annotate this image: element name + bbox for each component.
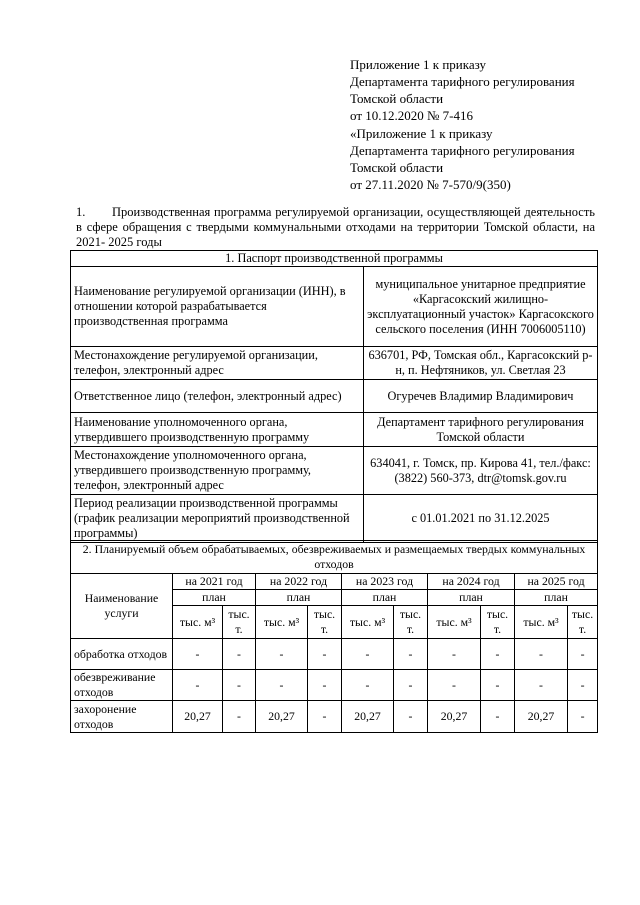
passport-section-title: 1. Паспорт производственной программы (71, 251, 598, 267)
section-number: 1. (76, 205, 86, 219)
value-cell: - (481, 639, 515, 670)
plan-header: план (173, 590, 256, 606)
waste-volume-table (70, 540, 598, 733)
passport-row-value: Огуречев Владимир Владимирович (364, 380, 598, 413)
passport-row-value: с 01.01.2021 по 31.12.2025 (364, 495, 598, 543)
table-row (71, 701, 598, 733)
value-cell: 20,27 (256, 701, 308, 733)
value-cell: - (428, 639, 481, 670)
value-cell: - (394, 701, 428, 733)
year-header: на 2024 год (428, 574, 515, 590)
passport-row-value: 634041, г. Томск, пр. Кирова 41, тел./факс: (3822) 560-373, dtr@tomsk.gov.ru (364, 447, 598, 495)
plan-header: план (515, 590, 598, 606)
unit-header-m3: тыс. м³ (173, 606, 223, 639)
header-line: «Приложение 1 к приказу (350, 126, 493, 141)
year-header: на 2023 год (342, 574, 428, 590)
value-cell: - (256, 639, 308, 670)
header-line: от 27.11.2020 № 7-570/9(350) (350, 177, 511, 192)
value-cell: - (394, 639, 428, 670)
unit-header-m3: тыс. м³ (515, 606, 568, 639)
service-name: захоронение отходов (71, 701, 173, 733)
year-header: на 2021 год (173, 574, 256, 590)
value-cell: - (173, 639, 223, 670)
value-cell: - (428, 670, 481, 701)
value-cell: - (223, 701, 256, 733)
value-cell: 20,27 (428, 701, 481, 733)
unit-header-t: тыс. т. (394, 606, 428, 639)
passport-row-label: Местонахождение уполномоченного органа, утвердившего производственную программу, телефон, электронный адрес (71, 447, 364, 495)
volume-section-title: 2. Планируемый объем обрабатываемых, обезвреживаемых и размещаемых твердых коммунальных отходов (71, 541, 598, 574)
header-line: Департамента тарифного регулирования (350, 74, 575, 89)
value-cell: - (308, 639, 342, 670)
passport-row-label: Ответственное лицо (телефон, электронный адрес) (71, 380, 364, 413)
year-header: на 2025 год (515, 574, 598, 590)
passport-row-label: Наименование уполномоченного органа, утвердившего производственную программу (71, 413, 364, 447)
passport-row-value: 636701, РФ, Томская обл., Каргасокский р-н, п. Нефтяников, ул. Светлая 23 (364, 347, 598, 380)
unit-header-t: тыс. т. (481, 606, 515, 639)
value-cell: 20,27 (515, 701, 568, 733)
passport-table (70, 250, 598, 543)
value-cell: - (256, 670, 308, 701)
header-line: Приложение 1 к приказу (350, 57, 487, 72)
year-header: на 2022 год (256, 574, 342, 590)
passport-row-value: Департамент тарифного регулирования Томской области (364, 413, 598, 447)
unit-header-m3: тыс. м³ (256, 606, 308, 639)
value-cell: - (481, 701, 515, 733)
service-name: обезвреживание отходов (71, 670, 173, 701)
plan-header: план (342, 590, 428, 606)
passport-row-label: Наименование регулируемой организации (ИНН), в отношении которой разрабатывается производственная программа (71, 267, 364, 347)
value-cell: - (173, 670, 223, 701)
value-cell: - (568, 670, 598, 701)
service-column-header: Наименование услуги (71, 574, 173, 639)
value-cell: - (223, 639, 256, 670)
unit-header-t: тыс. т. (568, 606, 598, 639)
value-cell: 20,27 (342, 701, 394, 733)
value-cell: - (342, 670, 394, 701)
value-cell: - (342, 639, 394, 670)
program-title-text: Производственная программа регулируемой организации, осуществляющей деятельность в сфере обращения с твердыми коммунальными отходами на территории Томской области, на 2021- 2025 годы (76, 205, 595, 249)
passport-row-label: Местонахождение регулируемой организации, телефон, электронный адрес (71, 347, 364, 380)
plan-header: план (256, 590, 342, 606)
header-line: Томской области (350, 91, 444, 106)
value-cell: - (394, 670, 428, 701)
approval-header (350, 56, 610, 124)
plan-header: план (428, 590, 515, 606)
value-cell: - (481, 670, 515, 701)
program-title (76, 205, 595, 250)
header-line: Томской области (350, 160, 444, 175)
value-cell: - (308, 701, 342, 733)
value-cell: - (568, 701, 598, 733)
value-cell: 20,27 (173, 701, 223, 733)
table-row (71, 670, 598, 701)
header-line: от 10.12.2020 № 7-416 (350, 108, 473, 123)
value-cell: - (223, 670, 256, 701)
original-approval-header (350, 125, 610, 193)
service-name: обработка отходов (71, 639, 173, 670)
header-line: Департамента тарифного регулирования (350, 143, 575, 158)
unit-header-m3: тыс. м³ (342, 606, 394, 639)
value-cell: - (515, 670, 568, 701)
value-cell: - (308, 670, 342, 701)
unit-header-t: тыс. т. (308, 606, 342, 639)
unit-header-m3: тыс. м³ (428, 606, 481, 639)
passport-row-label: Период реализации производственной программы (график реализации мероприятий производственной программы) (71, 495, 364, 543)
table-row (71, 639, 598, 670)
value-cell: - (515, 639, 568, 670)
passport-row-value: муниципальное унитарное предприятие «Каргасокский жилищно-эксплуатационный участок» Каргасокского сельского поселения (ИНН 7006005110) (364, 267, 598, 347)
value-cell: - (568, 639, 598, 670)
unit-header-t: тыс. т. (223, 606, 256, 639)
